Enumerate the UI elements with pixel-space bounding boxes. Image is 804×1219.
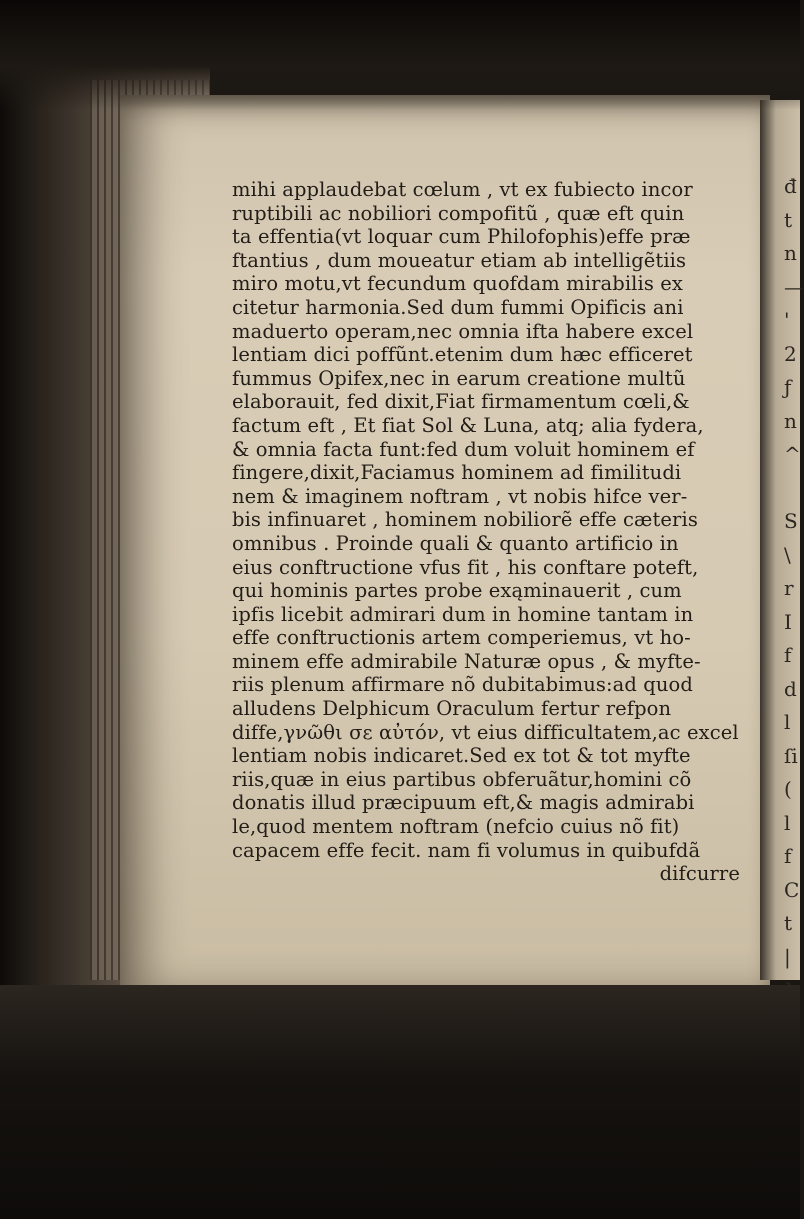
text-line: le,quod mentem noftram (nefcio cuius nõ fit) bbox=[232, 815, 680, 839]
page-text bbox=[232, 178, 762, 886]
text-line: omnibus . Proinde quali & quanto artificio in bbox=[232, 531, 679, 555]
text-line: bis infinuaret , hominem nobiliorẽ effe cæteris bbox=[232, 508, 698, 532]
text-line: lentiam nobis indicaret.Sed ex tot & tot myfte bbox=[232, 744, 691, 768]
text-line: diffe,γνῶθι σε αὐτόν, vt eius difficultatem,ac excel bbox=[232, 720, 739, 744]
text-line: riis,quæ in eius partibus obferuãtur,homini cõ bbox=[232, 767, 692, 791]
catchword: difcurre bbox=[659, 862, 740, 886]
facing-page-fragments: đ t n — ' 2 ƒ n ^ S \ r I f d l ſi ( l f C t | bbox=[784, 174, 804, 969]
text-line: donatis illud præcipuum eft,& magis admirabi bbox=[232, 791, 695, 815]
text-line: riis plenum affirmare nõ dubitabimus:ad quod bbox=[232, 673, 693, 697]
text-line: ftantius , dum moueatur etiam ab intelligẽtiis bbox=[232, 248, 687, 272]
text-line: maduerto operam,nec omnia ifta habere excel bbox=[232, 319, 694, 343]
text-line: eius conftructione vfus fit , his conftare poteft, bbox=[232, 555, 699, 579]
text-line: nem & imaginem noftram , vt nobis hifce ver- bbox=[232, 484, 688, 508]
text-line: qui hominis partes probe exąminauerit , cum bbox=[232, 579, 682, 603]
text-line: & omnia facta funt:fed dum voluit hominem ef bbox=[232, 437, 695, 461]
text-line: elaborauit, fed dixit,Fiat firmamentum cœli,& bbox=[232, 390, 690, 414]
text-line: miro motu,vt fecundum quofdam mirabilis ex bbox=[232, 272, 683, 296]
text-line: ipfis licebit admirari dum in homine tantam in bbox=[232, 602, 694, 626]
text-line: effe conftructionis artem comperiemus, vt ho- bbox=[232, 626, 691, 650]
text-line: fingere,dixit,Faciamus hominem ad fimilitudi bbox=[232, 461, 682, 485]
text-line: alludens Delphicum Oraculum fertur refpon bbox=[232, 697, 672, 721]
top-shadow bbox=[0, 0, 800, 110]
text-line: ta effentia(vt loquar cum Philofophis)effe præ bbox=[232, 225, 691, 249]
text-line: fummus Opifex,nec in earum creatione multũ bbox=[232, 366, 686, 390]
text-line: mihi applaudebat cœlum , vt ex fubiecto incor bbox=[232, 178, 693, 201]
text-line: lentiam dici poffũnt.etenim dum hæc efficeret bbox=[232, 343, 693, 367]
text-line: citetur harmonia.Sed dum fummi Opificis ani bbox=[232, 295, 684, 319]
bottom-shadow bbox=[0, 985, 800, 1219]
text-line: minem effe admirabile Naturæ opus , & myfte- bbox=[232, 649, 701, 673]
text-line: factum eft , Et fiat Sol & Luna, atq; alia fydera, bbox=[232, 413, 704, 437]
facing-page-edge bbox=[760, 100, 804, 980]
text-line: capacem effe fecit. nam fi volumus in quibufdã bbox=[232, 838, 701, 862]
text-line: ruptibili ac nobiliori compofitũ , quæ eft quin bbox=[232, 201, 685, 225]
